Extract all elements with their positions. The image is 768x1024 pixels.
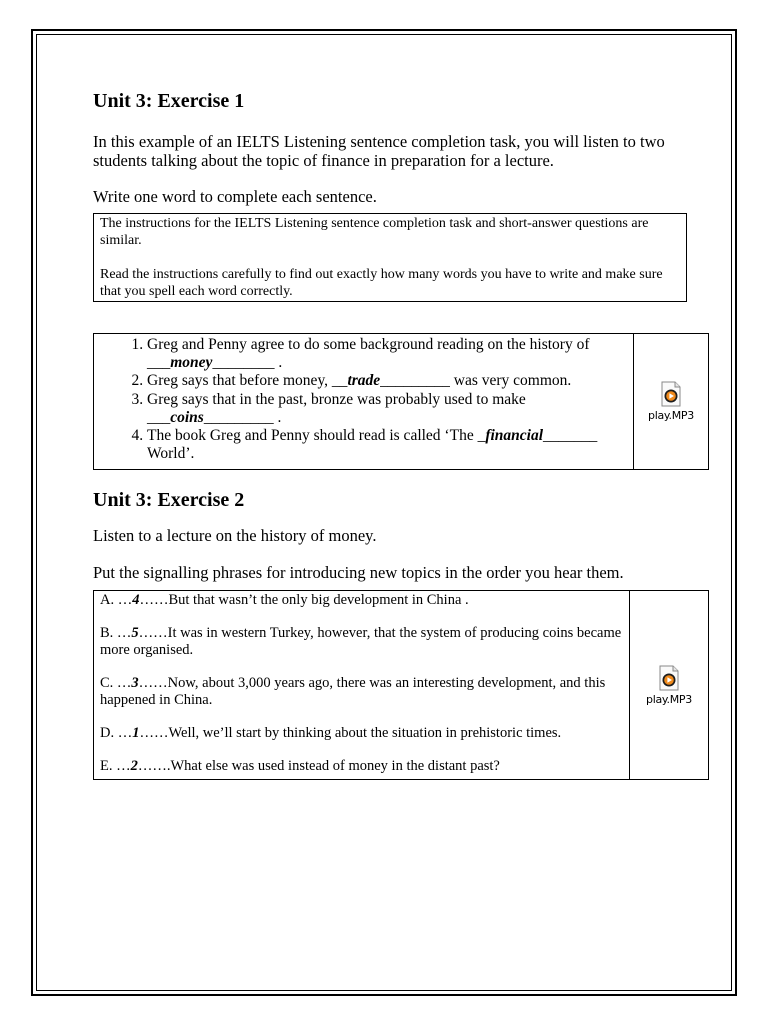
note-paragraph-2: Read the instructions carefully to find out exactly how many words you have to write and make sure that you spell each word correctly. [100, 267, 663, 299]
phrase-item: C. …3……Now, about 3,000 years ago, there was an interesting development, and this happened in China. [100, 675, 606, 709]
answer-text: financial [485, 427, 544, 445]
exercise2-intro: Listen to a lecture on the history of money. [93, 526, 377, 546]
exercise1-intro: In this example of an IELTS Listening sentence completion task, you will listen to two students talking about the topic of finance in preparation for a lecture. [93, 132, 665, 170]
exercise2-task-table [93, 590, 709, 780]
order-number: 3 [131, 675, 139, 692]
exercise2-phrases-cell [94, 591, 630, 780]
exercise1-title: Unit 3: Exercise 1 [93, 90, 245, 112]
exercise2-instruction: Put the signalling phrases for introducing new topics in the order you hear them. [93, 563, 624, 583]
audio-file-icon [658, 665, 680, 691]
order-number: 1 [132, 725, 140, 742]
exercise1-task-table [93, 333, 709, 470]
question-item: 4. The book Greg and Penny should read is called ‘The _financial_______ World’. [147, 427, 629, 463]
worksheet-content [93, 88, 709, 780]
phrase-item: A. …4……But that wasn’t the only big development in China . [100, 592, 469, 609]
audio-file-icon [660, 381, 682, 407]
play-mp3-button[interactable] [648, 381, 694, 422]
exercise2-audio-cell [630, 591, 709, 780]
phrase-item: D. …1……Well, we’ll start by thinking about the situation in prehistoric times. [100, 725, 562, 742]
answer-text: money [170, 354, 213, 372]
play-mp3-label: play.MP3 [646, 692, 692, 706]
order-number: 5 [131, 625, 139, 642]
order-number: 4 [132, 592, 140, 609]
note-paragraph-1: The instructions for the IELTS Listening sentence completion task and short-answer questions are similar. [100, 216, 649, 248]
phrase-item: E. …2…….What else was used instead of money in the distant past? [100, 758, 500, 775]
play-mp3-label: play.MP3 [648, 409, 694, 423]
answer-text: trade [347, 372, 381, 390]
phrase-item: B. …5……It was in western Turkey, however, that the system of producing coins became more organised. [100, 625, 622, 659]
exercise1-instruction: Write one word to complete each sentence. [93, 187, 377, 206]
order-number: 2 [130, 758, 138, 775]
answer-text: coins [170, 408, 204, 426]
instructions-note-box [93, 213, 687, 302]
exercise2-title: Unit 3: Exercise 2 [93, 489, 245, 512]
exercise1-questions-cell [94, 334, 634, 470]
exercise1-audio-cell [634, 334, 709, 470]
question-item: 2. Greg says that before money, __trade_________ was very common. [147, 372, 629, 390]
question-item: 3. Greg says that in the past, bronze was probably used to make ___coins_________ . [147, 391, 629, 427]
question-item: 1. Greg and Penny agree to do some background reading on the history of ___money________ . [147, 336, 629, 372]
play-mp3-button[interactable] [646, 665, 692, 706]
question-list [94, 334, 633, 469]
